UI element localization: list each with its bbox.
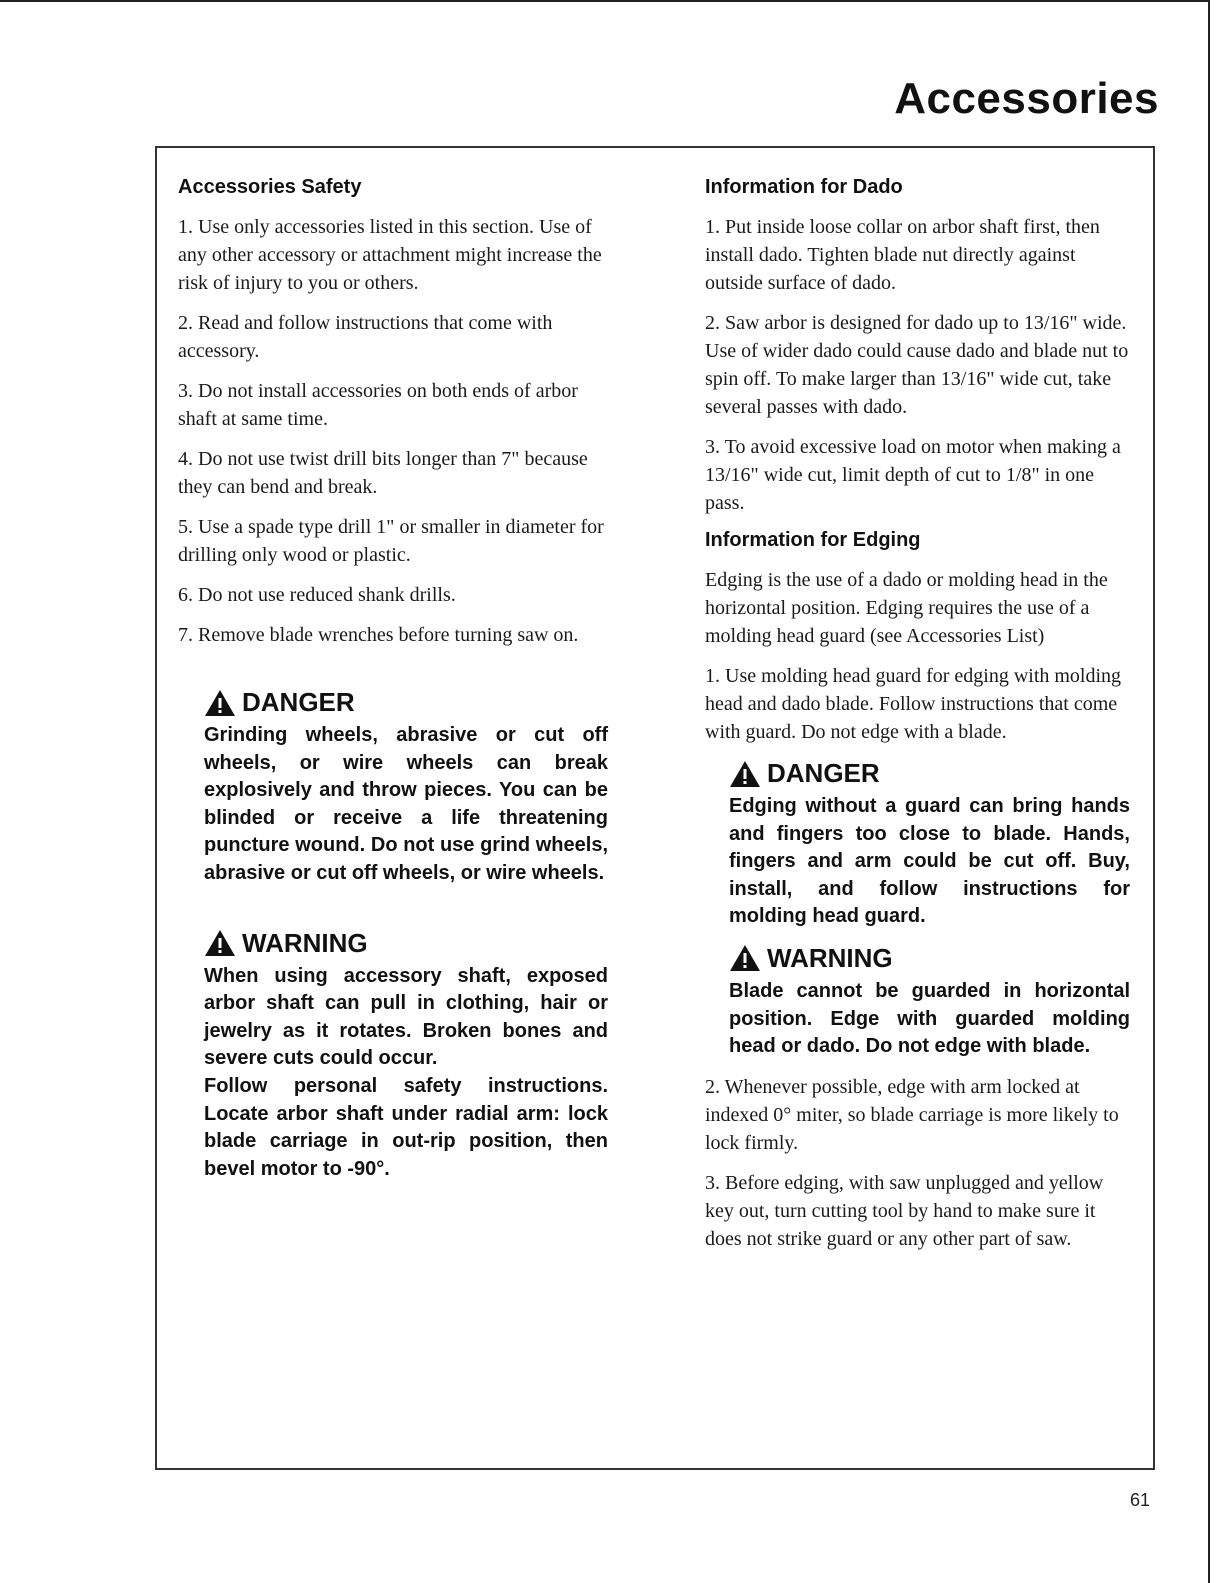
warning-triangle-icon [204,929,236,957]
list-item: 5. Use a spade type drill 1" or smaller in diameter for drilling only wood or plastic. [178,516,604,566]
top-rule [0,0,1210,2]
section-heading-accessories-safety: Accessories Safety [178,176,362,198]
danger-title [729,758,1130,789]
danger-callout [204,687,608,888]
section-heading-edging: Information for Edging [705,529,921,551]
danger-text: Edging without a guard can bring hands and fingers too close to blade. Hands, fingers and arm could be cut off. Buy, install, and follow instructions for molding head guard. [729,795,1130,928]
list-item: 2. Whenever possible, edge with arm locked at indexed 0° miter, so blade carriage is more likely to lock firmly. [705,1075,1119,1154]
warning-callout [729,943,1130,1061]
list-item: 3. Before edging, with saw unplugged and yellow key out, turn cutting tool by hand to make sure it does not strike guard or any other part of saw. [705,1171,1104,1250]
list-item: 3. To avoid excessive load on motor when making a 13/16" wide cut, limit depth of cut to 1/8" in one pass. [705,436,1121,514]
warning-triangle-icon [729,760,761,788]
page-title: Accessories [894,74,1159,123]
warning-text-2: Follow personal safety instructions. Locate arbor shaft under radial arm: lock blade carriage in out-rip position, then bevel motor to -90°. [204,1074,608,1180]
edging-intro: Edging is the use of a dado or molding head in the horizontal position. Edging requires the use of a molding head guard (see Accessories List) [705,569,1108,647]
warning-label: WARNING [767,942,893,973]
list-item: 1. Put inside loose collar on arbor shaft first, then install dado. Tighten blade nut directly against outside surface of dado. [705,216,1100,294]
danger-label: DANGER [767,758,880,788]
page-number: 61 [1130,1490,1151,1510]
list-item: 4. Do not use twist drill bits longer than 7" because they can bend and break. [178,448,588,498]
warning-triangle-icon [204,689,236,717]
right-column [705,176,1130,1265]
warning-text: When using accessory shaft, exposed arbor shaft can pull in clothing, hair or jewelry as it rotates. Broken bones and severe cuts could occur. [204,964,608,1070]
list-item: 1. Use only accessories listed in this section. Use of any other accessory or attachment might increase the risk of injury to you or others. [178,216,602,294]
warning-triangle-icon [729,944,761,972]
danger-label: DANGER [242,687,355,717]
warning-text: Blade cannot be guarded in horizontal position. Edge with guarded molding head or dado. Do not edge with blade. [729,979,1130,1058]
list-item: 3. Do not install accessories on both ends of arbor shaft at same time. [178,380,578,430]
right-rule [1208,0,1210,1583]
left-column [178,176,608,1183]
danger-callout [729,758,1130,931]
danger-title [204,687,608,718]
warning-title [204,928,608,959]
list-item: 2. Saw arbor is designed for dado up to 13/16" wide. Use of wider dado could cause dado and blade nut to spin off. To make larger than 13/16" wide cut, take several passes with dado. [705,312,1129,418]
section-heading-dado: Information for Dado [705,176,903,198]
list-item: 6. Do not use reduced shank drills. [178,584,456,606]
list-item: 2. Read and follow instructions that come with accessory. [178,312,553,362]
list-item: 7. Remove blade wrenches before turning saw on. [178,624,579,646]
warning-callout [204,928,608,1184]
list-item: 1. Use molding head guard for edging with molding head and dado blade. Follow instructions that come with guard. Do not edge with a blade. [705,665,1122,743]
warning-title [729,943,1130,974]
danger-text: Grinding wheels, abrasive or cut off wheels, or wire wheels can break explosively and throw pieces. You can be blinded or receive a life threatening puncture wound. Do not use grind wheels, abrasive or cut off wheels, or wire wheels. [204,724,608,884]
warning-label: WARNING [242,927,368,958]
